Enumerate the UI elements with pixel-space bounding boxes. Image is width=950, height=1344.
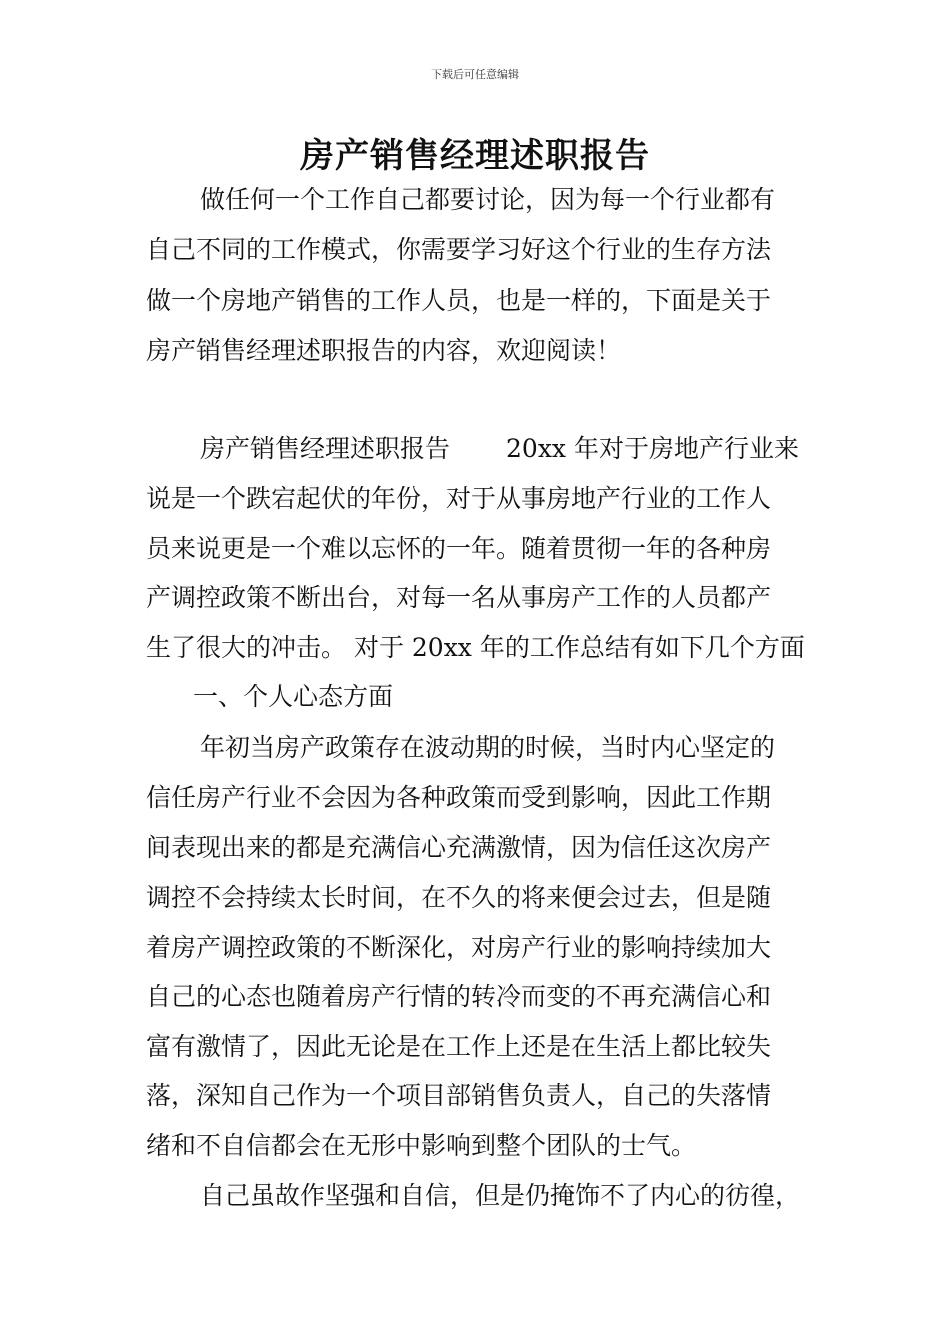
header-note: 下载后可任意编辑 [431,68,519,81]
section-line: 落，深知自己作为一个项目部销售负责人，自己的失落情 [146,1081,772,1110]
section-line: 自己的心态也随着房产行情的转冷而变的不再充满信心和 [146,982,772,1011]
intro-line: 做任何一个工作自己都要讨论，因为每一个行业都有 [200,185,776,214]
intro-line: 房产销售经理述职报告的内容，欢迎阅读！ [146,336,622,365]
report-line: 说是一个跌宕起伏的年份，对于从事房地产行业的工作人 [146,484,772,513]
report-line: 产调控政策不断出台，对每一名从事房产工作的人员都产 [146,583,772,612]
section-line: 年初当房产政策存在波动期的时候，当时内心坚定的 [200,733,776,762]
intro-line: 自己不同的工作模式，你需要学习好这个行业的生存方法 [146,235,772,264]
report-first-line [200,434,820,464]
section-line: 着房产调控政策的不断深化，对房产行业的影响持续加大 [146,933,772,962]
section-line: 绪和不自信都会在无形中影响到整个团队的士气。 [146,1131,697,1160]
intro-line: 做一个房地产销售的工作人员，也是一样的，下面是关于 [146,286,772,315]
section-line: 自己虽故作坚强和自信，但是仍掩饰不了内心的彷徨， [200,1181,801,1210]
document-title: 房产销售经理述职报告 [300,136,650,176]
section-line: 调控不会持续太长时间，在不久的将来便会过去，但是随 [146,883,772,912]
section-line: 信任房产行业不会因为各种政策而受到影响，因此工作期 [146,783,772,812]
report-line: 员来说更是一个难以忘怀的一年。随着贯彻一年的各种房 [146,534,772,563]
report-heading: 房产销售经理述职报告 [200,434,451,463]
report-first-line-rest: 20xx 年对于房地产行业来 [506,434,799,463]
section-heading: 一、个人心态方面 [193,682,394,711]
report-line: 生了很大的冲击。 对于 20xx 年的工作总结有如下几个方面 [146,633,805,662]
section-line: 富有激情了，因此无论是在工作上还是在生活上都比较失 [146,1032,772,1061]
section-line: 间表现出来的都是充满信心充满激情，因为信任这次房产 [146,833,772,862]
